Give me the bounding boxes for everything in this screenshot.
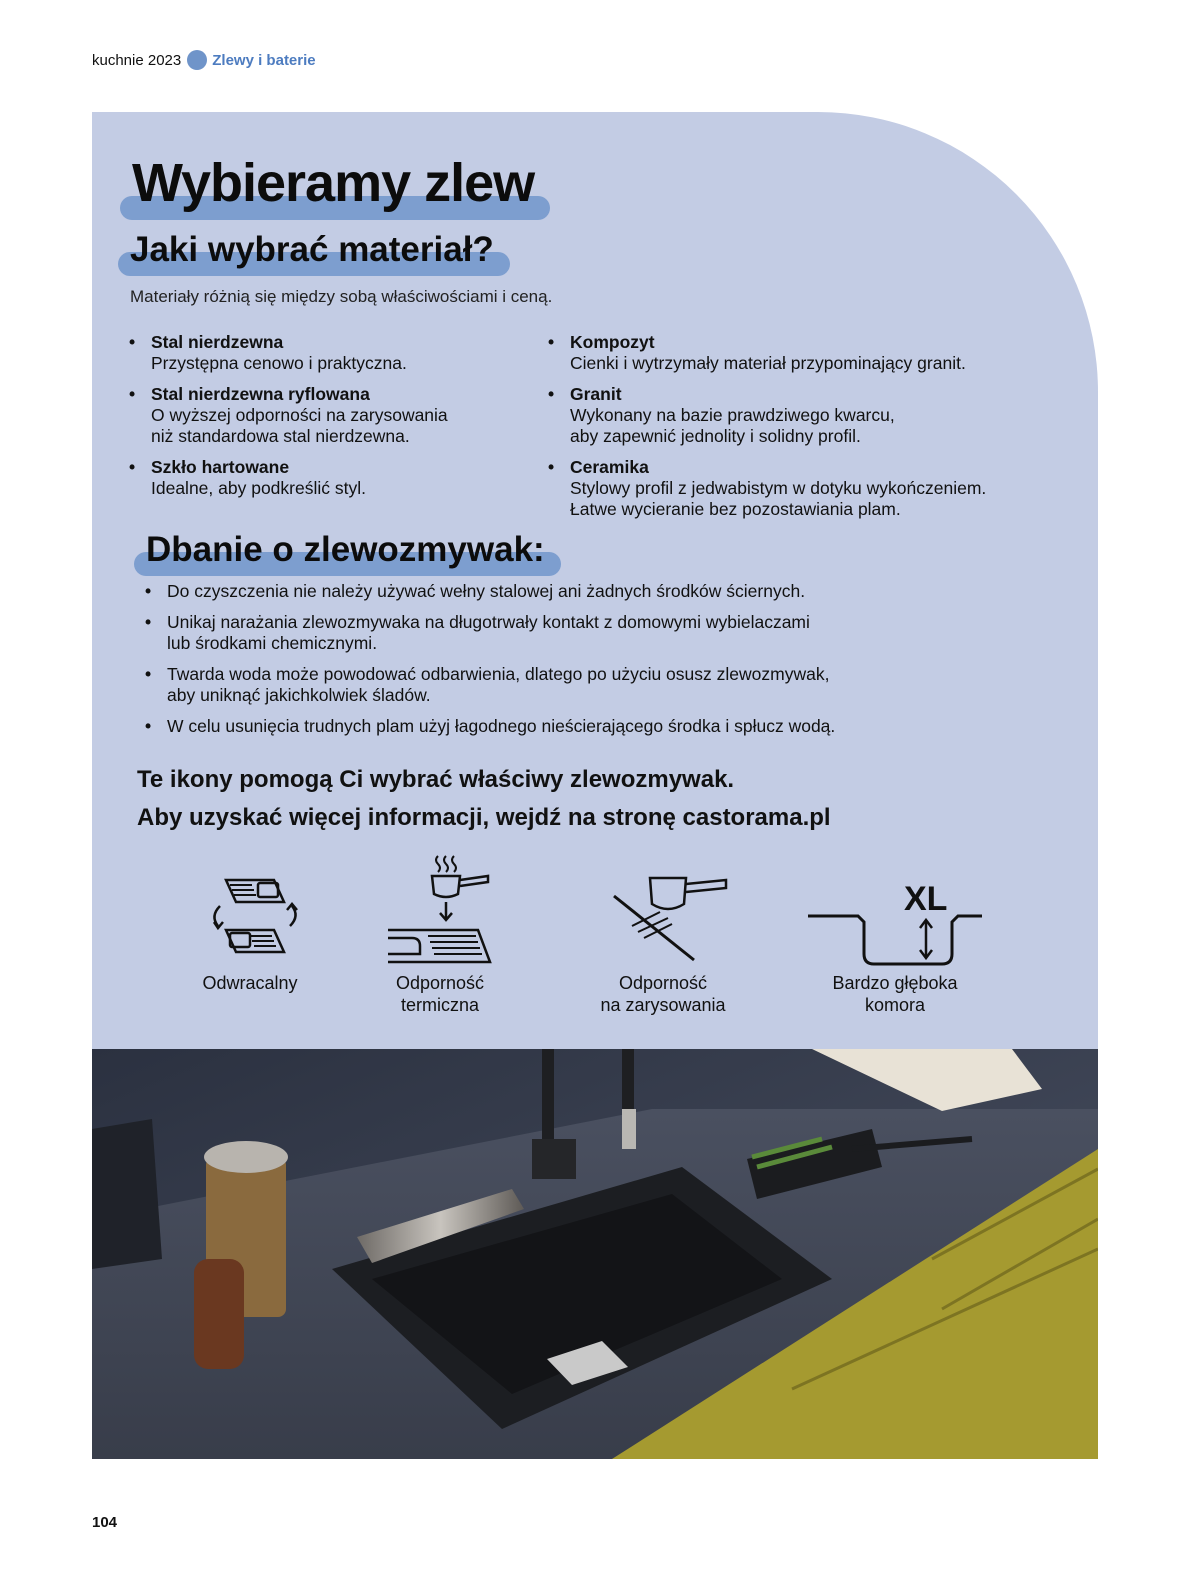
list-item <box>129 384 529 447</box>
catalog-name: kuchnie 2023 <box>92 51 182 69</box>
list-item: • Do czyszczenia nie należy używać wełny stalowej ani żadnych środków ściernych. <box>145 581 965 602</box>
material-desc: Przystępna cenowo i praktyczna. <box>151 353 407 373</box>
cta-line-1: Te ikony pomogą Ci wybrać właściwy zlewozmywak. <box>137 766 735 793</box>
material-desc: O wyższej odporności na zarysowania niż standardowa stal nierdzewna. <box>151 405 448 446</box>
section-name: Zlewy i baterie <box>212 51 316 69</box>
kitchen-sink-photo <box>92 1049 1098 1459</box>
page-number: 104 <box>92 1514 118 1531</box>
feature-reversible <box>170 866 330 994</box>
xl-badge: XL <box>904 880 948 918</box>
list-item <box>548 332 1068 374</box>
material-desc: Stylowy profil z jedwabistym w dotyku wykończeniem. Łatwe wycieranie bez pozostawiania plam. <box>570 478 987 519</box>
material-name: • Szkło hartowane <box>151 457 290 477</box>
feature-label: Odporność termiczna <box>395 973 485 1015</box>
material-name: • Stal nierdzewna ryflowana <box>151 384 370 404</box>
section-dot-icon <box>187 50 207 70</box>
care-list <box>145 581 965 747</box>
sink-illustration <box>92 1049 1098 1459</box>
list-item: • Unikaj narażania zlewozmywaka na długotrwały kontakt z domowymi wybielaczami lub środkami chemicznymi. <box>145 612 965 654</box>
feature-label: Odwracalny <box>202 973 298 993</box>
material-desc: Idealne, aby podkreślić styl. <box>151 478 366 498</box>
material-desc: Cienki i wytrzymały materiał przypominający granit. <box>570 353 966 373</box>
material-name: • Stal nierdzewna <box>151 332 284 352</box>
materials-list-left <box>129 332 529 509</box>
list-item <box>129 457 529 499</box>
material-name: • Granit <box>570 384 622 404</box>
materials-list-right <box>548 332 1068 530</box>
page-title: Wybieramy zlew <box>132 153 535 213</box>
list-item <box>129 332 529 374</box>
care-heading: Dbanie o zlewozmywak: <box>146 530 545 569</box>
feature-heat-resistance <box>370 852 510 1016</box>
material-name: • Kompozyt <box>570 332 655 352</box>
reversible-sink-icon <box>190 866 310 966</box>
material-name: • Ceramika <box>570 457 649 477</box>
feature-label: Bardzo głęboka komora <box>832 973 958 1015</box>
list-item <box>548 384 1068 447</box>
heat-resistance-icon <box>380 852 500 966</box>
list-item: • Twarda woda może powodować odbarwienia, dlatego po użyciu osusz zlewozmywak, aby uniknąć jakichkolwiek śladów. <box>145 664 965 706</box>
list-item: • W celu usunięcia trudnych plam użyj łagodnego nieścierającego środka i spłucz wodą. <box>145 716 965 737</box>
materials-heading: Jaki wybrać materiał? <box>130 230 494 269</box>
list-item <box>548 457 1068 520</box>
materials-intro: Materiały różnią się między sobą właściwościami i ceną. <box>130 287 553 306</box>
feature-deep-bowl <box>806 872 984 1016</box>
feature-label: Odporność na zarysowania <box>600 973 726 1015</box>
scratch-resistance-icon <box>598 866 728 966</box>
feature-scratch-resistance <box>583 866 743 1016</box>
material-desc: Wykonany na bazie prawdziwego kwarcu, aby zapewnić jednolity i solidny profil. <box>570 405 895 446</box>
call-to-action <box>137 761 831 837</box>
deep-bowl-icon <box>806 872 984 966</box>
page-header <box>92 50 316 70</box>
cta-line-2: Aby uzyskać więcej informacji, wejdź na stronę castorama.pl <box>137 804 831 831</box>
